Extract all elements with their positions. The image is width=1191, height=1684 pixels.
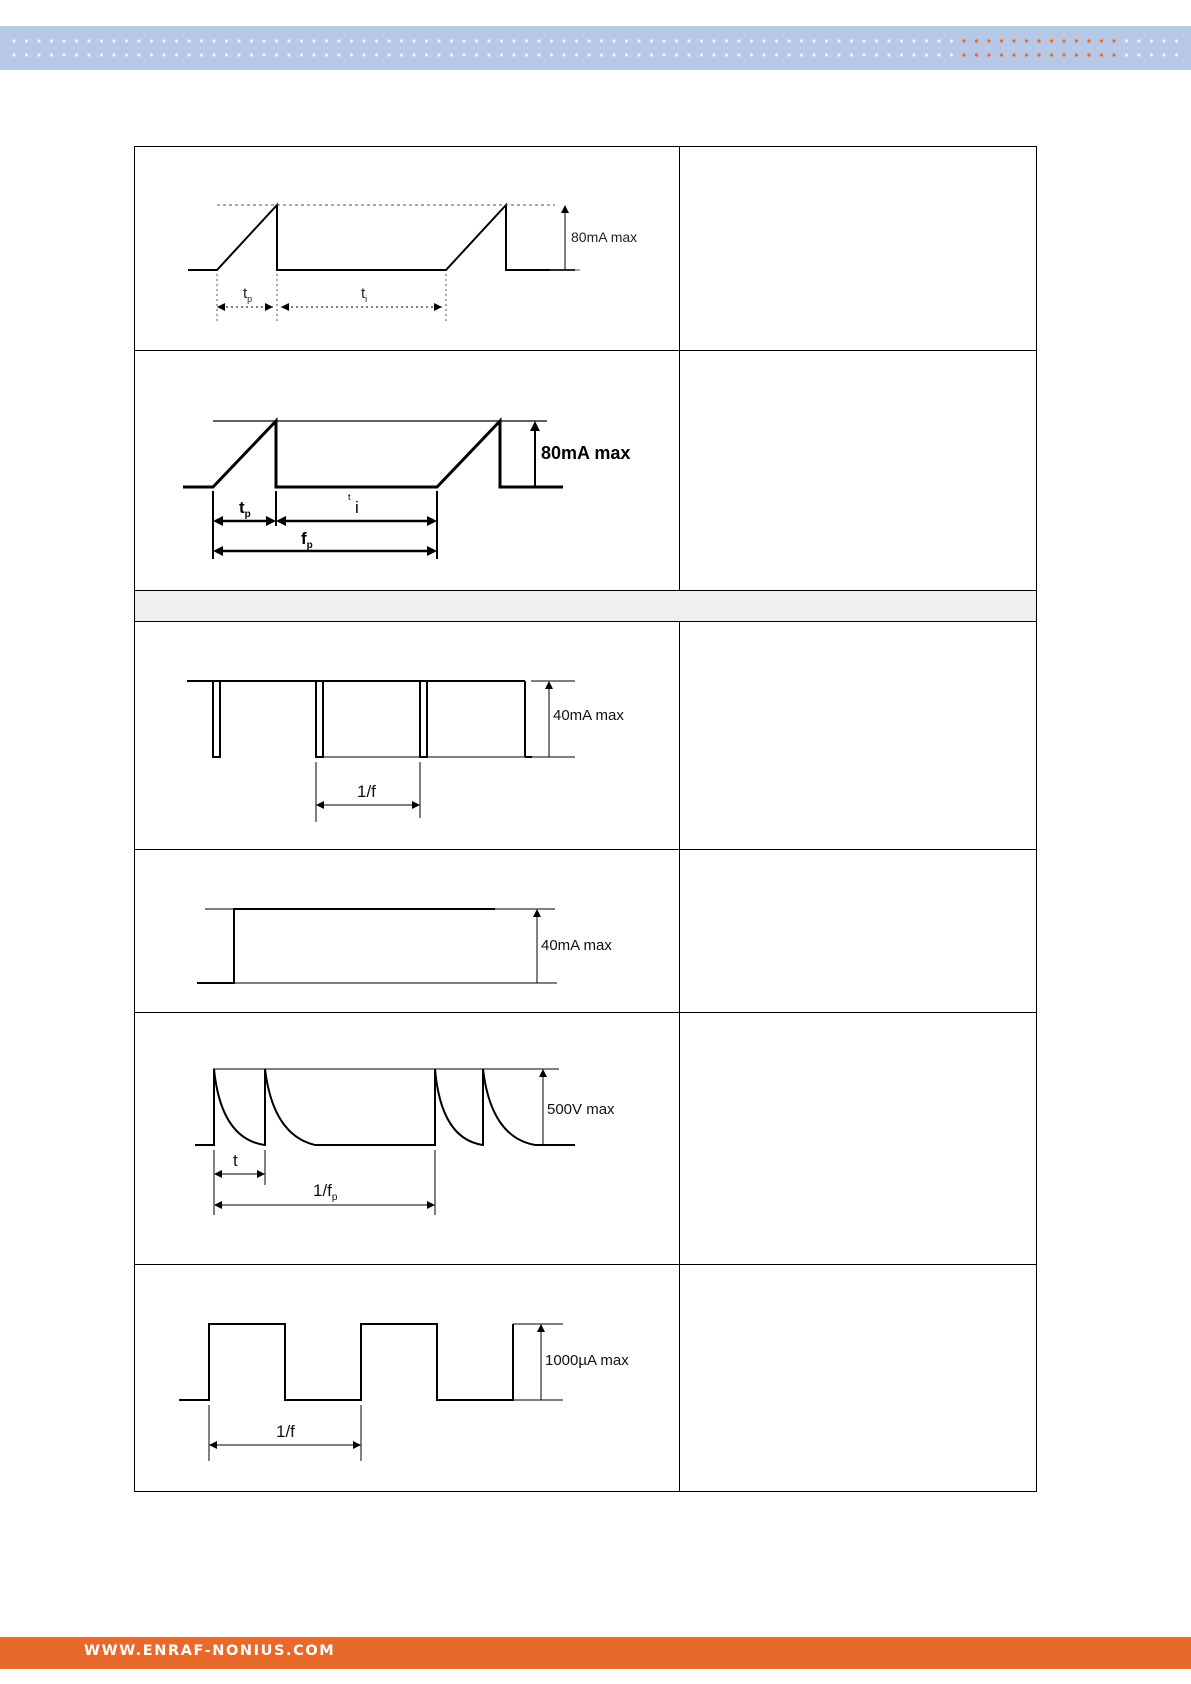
header-dot (1050, 53, 1053, 56)
header-dot (1087, 39, 1090, 42)
header-dot (187, 39, 190, 42)
header-dot (475, 53, 478, 56)
header-dot (212, 53, 215, 56)
header-dot (875, 53, 878, 56)
header-dot (725, 53, 728, 56)
header-dot (312, 39, 315, 42)
header-dot (1125, 39, 1128, 42)
header-dot (512, 39, 515, 42)
header-dot (1100, 39, 1103, 42)
header-dot (1087, 53, 1090, 56)
header-dot (1075, 53, 1078, 56)
header-dot (862, 39, 865, 42)
header-dot (737, 53, 740, 56)
header-dot (1062, 53, 1065, 56)
header-dot (562, 39, 565, 42)
header-dot (37, 39, 40, 42)
svg-text:ti (361, 285, 367, 304)
description-cell (680, 1265, 1036, 1491)
header-dot (287, 39, 290, 42)
header-dot (125, 53, 128, 56)
header-dot (575, 39, 578, 42)
header-dot (162, 53, 165, 56)
dc-step-diagram (135, 850, 680, 1013)
header-dot (1025, 39, 1028, 42)
waveform-cell (135, 1265, 680, 1491)
header-dot (725, 39, 728, 42)
header-dot (212, 39, 215, 42)
description-cell (680, 850, 1036, 1012)
triangular-pulse-diagram (135, 147, 680, 351)
header-dot (875, 39, 878, 42)
header-dot (275, 53, 278, 56)
tp-subscript: p (244, 509, 251, 520)
square-wave-diagram (135, 1265, 680, 1491)
header-dot (912, 53, 915, 56)
header-dot (50, 53, 53, 56)
header-dot (975, 53, 978, 56)
header-dot (662, 53, 665, 56)
header-dot (175, 39, 178, 42)
header-dot (425, 53, 428, 56)
amplitude-label: 80mA max (541, 443, 631, 463)
header-dot (275, 39, 278, 42)
header-dot (550, 53, 553, 56)
header-dot (237, 39, 240, 42)
header-dot (150, 39, 153, 42)
period-label: 1/f (313, 1181, 332, 1200)
header-dot (850, 39, 853, 42)
fp-subscript: p (306, 540, 313, 551)
header-dot (662, 39, 665, 42)
header-dot (612, 53, 615, 56)
header-dot (700, 39, 703, 42)
header-dot (25, 53, 28, 56)
header-dot (600, 53, 603, 56)
header-dot (600, 39, 603, 42)
header-dot (1175, 53, 1178, 56)
header-dot (350, 39, 353, 42)
header-dot (537, 39, 540, 42)
header-dot (862, 53, 865, 56)
header-dot (587, 39, 590, 42)
header-dot (525, 39, 528, 42)
header-dot (1137, 39, 1140, 42)
header-dot (437, 39, 440, 42)
header-dot (962, 39, 965, 42)
svg-text:tp (239, 498, 251, 520)
section-separator-row (135, 591, 1036, 622)
header-dot (762, 39, 765, 42)
header-dot (475, 39, 478, 42)
header-dot (412, 53, 415, 56)
header-dot (925, 39, 928, 42)
table-row (135, 622, 1036, 850)
header-dot (612, 39, 615, 42)
header-dot (1162, 53, 1165, 56)
amplitude-label: 500V max (547, 1101, 615, 1118)
header-dot (262, 53, 265, 56)
header-dot (225, 53, 228, 56)
header-dot (1000, 53, 1003, 56)
waveform-table (134, 146, 1037, 1492)
header-dot (325, 39, 328, 42)
header-dot (1162, 39, 1165, 42)
header-dot (12, 39, 15, 42)
header-dot (837, 53, 840, 56)
header-dot (1062, 39, 1065, 42)
header-dot (550, 39, 553, 42)
svg-text:1/fp (313, 1181, 338, 1203)
header-dot (87, 53, 90, 56)
period-subscript: p (331, 1192, 338, 1203)
header-dot (712, 39, 715, 42)
header-dot (562, 53, 565, 56)
tp-label: t (239, 498, 245, 517)
fp-label: f (301, 529, 307, 548)
header-dot (1012, 53, 1015, 56)
header-dot (1175, 39, 1178, 42)
header-dot (750, 39, 753, 42)
header-dot (500, 39, 503, 42)
header-dot (300, 39, 303, 42)
header-dot (375, 39, 378, 42)
header-dot (750, 53, 753, 56)
waveform-cell (135, 622, 680, 849)
footer-website-link[interactable]: WWW.ENRAF-NONIUS.COM (84, 1643, 336, 1659)
header-dot (75, 39, 78, 42)
header-dot (225, 39, 228, 42)
table-row (135, 351, 1036, 591)
header-dot (62, 53, 65, 56)
header-dot (800, 39, 803, 42)
description-cell (680, 622, 1036, 849)
header-dot (850, 53, 853, 56)
header-dot (62, 39, 65, 42)
svg-text:tp (243, 285, 252, 304)
header-dot (137, 53, 140, 56)
header-dot (162, 39, 165, 42)
header-dot (312, 53, 315, 56)
waveform-cell (135, 850, 680, 1012)
header-dot (462, 39, 465, 42)
header-dot (625, 39, 628, 42)
header-dot (1150, 53, 1153, 56)
ti-subscript: i (365, 294, 368, 304)
header-dot (1112, 39, 1115, 42)
header-dot (200, 53, 203, 56)
header-dot (950, 53, 953, 56)
header-dot (50, 39, 53, 42)
amplitude-label: 80mA max (571, 229, 638, 245)
high-voltage-pulse-diagram (135, 1013, 680, 1265)
header-dot (250, 53, 253, 56)
header-dot (175, 53, 178, 56)
header-dot (450, 53, 453, 56)
header-dot (487, 53, 490, 56)
waveform-cell (135, 1013, 680, 1264)
header-dot (237, 53, 240, 56)
pulse-duration-label: t (233, 1151, 238, 1170)
header-dot (675, 53, 678, 56)
period-label: 1/f (357, 782, 376, 801)
tp-label: t (243, 285, 248, 302)
header-dot (125, 39, 128, 42)
header-dot (837, 39, 840, 42)
amplitude-label: 40mA max (541, 937, 612, 954)
header-dot (350, 53, 353, 56)
header-dot (412, 39, 415, 42)
header-dot (25, 39, 28, 42)
header-dot (487, 39, 490, 42)
header-dot (137, 39, 140, 42)
header-dot (637, 53, 640, 56)
header-band (0, 26, 1191, 70)
header-dot (112, 53, 115, 56)
header-dot (362, 39, 365, 42)
header-dot (675, 39, 678, 42)
header-dot (637, 39, 640, 42)
header-dot (975, 39, 978, 42)
header-dot (450, 39, 453, 42)
ti-prefix: t (348, 492, 351, 502)
header-dot (1037, 53, 1040, 56)
header-dot (650, 39, 653, 42)
header-dot (100, 53, 103, 56)
period-label: 1/f (276, 1422, 295, 1441)
header-dot (325, 53, 328, 56)
header-dot (425, 39, 428, 42)
header-dot (625, 53, 628, 56)
header-dot (775, 39, 778, 42)
header-dot (1112, 53, 1115, 56)
header-dot (887, 39, 890, 42)
header-dot (987, 39, 990, 42)
header-dot (812, 53, 815, 56)
header-dot (800, 53, 803, 56)
header-dot (737, 39, 740, 42)
table-row (135, 147, 1036, 351)
table-row (135, 850, 1036, 1013)
table-row (135, 1265, 1036, 1491)
amplitude-label: 40mA max (553, 707, 624, 724)
header-dot (900, 53, 903, 56)
header-dot (400, 39, 403, 42)
header-dot (337, 53, 340, 56)
header-dot (300, 53, 303, 56)
header-dot (925, 53, 928, 56)
header-dot (537, 53, 540, 56)
header-dot (387, 39, 390, 42)
svg-text:fp (301, 529, 313, 551)
header-dot (887, 53, 890, 56)
header-dot (987, 53, 990, 56)
header-dot (12, 53, 15, 56)
header-dot (687, 39, 690, 42)
header-dot (337, 39, 340, 42)
header-dot (1075, 39, 1078, 42)
header-dot (400, 53, 403, 56)
header-dot (462, 53, 465, 56)
header-dot (100, 39, 103, 42)
waveform-cell (135, 147, 680, 350)
header-dot (500, 53, 503, 56)
waveform-cell (135, 351, 680, 590)
header-dot (387, 53, 390, 56)
header-dot (362, 53, 365, 56)
header-dot (575, 53, 578, 56)
header-dot (775, 53, 778, 56)
header-dot (1100, 53, 1103, 56)
header-dot (437, 53, 440, 56)
header-dot (150, 53, 153, 56)
header-dot (962, 53, 965, 56)
header-dot (375, 53, 378, 56)
header-dot (787, 53, 790, 56)
header-dot (825, 39, 828, 42)
header-dot (900, 39, 903, 42)
header-dot (812, 39, 815, 42)
header-dot (262, 39, 265, 42)
header-dot (75, 53, 78, 56)
header-dot (1050, 39, 1053, 42)
header-dot (1025, 53, 1028, 56)
header-dot (937, 39, 940, 42)
header-dot (525, 53, 528, 56)
header-dot (937, 53, 940, 56)
header-dot (512, 53, 515, 56)
footer-band (0, 1637, 1191, 1669)
header-dot (187, 53, 190, 56)
tp-subscript: p (247, 294, 253, 304)
header-dot (587, 53, 590, 56)
amplitude-label: 1000µA max (545, 1352, 629, 1369)
description-cell (680, 147, 1036, 350)
header-dot (37, 53, 40, 56)
header-dot (912, 39, 915, 42)
header-dot (950, 39, 953, 42)
header-dot (1125, 53, 1128, 56)
description-cell (680, 351, 1036, 590)
header-dot (687, 53, 690, 56)
interrupted-pulse-diagram (135, 622, 680, 850)
header-dot-pattern (0, 26, 1191, 70)
header-dot (200, 39, 203, 42)
header-dot (787, 39, 790, 42)
header-dot (712, 53, 715, 56)
header-dot (1012, 39, 1015, 42)
header-dot (87, 39, 90, 42)
table-row (135, 1013, 1036, 1265)
header-dot (700, 53, 703, 56)
triangular-pulse-diagram-bold (135, 351, 680, 591)
header-dot (1037, 39, 1040, 42)
header-dot (1000, 39, 1003, 42)
header-dot (1150, 39, 1153, 42)
header-dot (112, 39, 115, 42)
ti-label: t (361, 285, 366, 302)
header-dot (650, 53, 653, 56)
header-dot (250, 39, 253, 42)
header-dot (762, 53, 765, 56)
description-cell (680, 1013, 1036, 1264)
header-dot (1137, 53, 1140, 56)
header-dot (287, 53, 290, 56)
ti-label: i (355, 498, 359, 517)
header-dot (825, 53, 828, 56)
